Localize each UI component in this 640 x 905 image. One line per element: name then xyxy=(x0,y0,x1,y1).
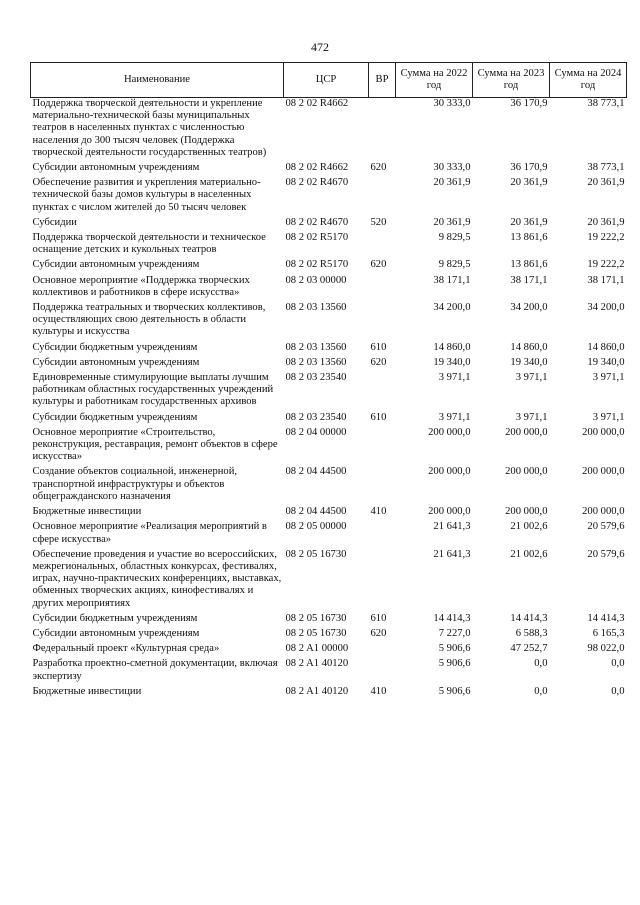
cell-sum-2024: 20 361,9 xyxy=(587,216,625,228)
cell-sum-2023: 13 861,6 xyxy=(510,259,548,271)
cell-csr: 08 2 02 R5170 xyxy=(285,232,349,244)
cell-name: Создание объектов социальной, инженерной, транспортной инфраструктуры и объектов общегражданского назначения xyxy=(32,466,238,502)
cell-sum-2023: 34 200,0 xyxy=(510,302,548,314)
cell-sum-2022: 38 171,1 xyxy=(433,274,471,286)
cell-sum-2024: 14 860,0 xyxy=(587,341,625,353)
cell-sum-2022: 3 971,1 xyxy=(438,411,471,423)
cell-sum-2024: 0,0 xyxy=(611,658,625,670)
cell-sum-2024: 19 222,2 xyxy=(587,232,625,244)
cell-vr: 610 xyxy=(370,411,387,423)
cell-vr xyxy=(369,302,396,342)
cell-sum-2023: 3 971,1 xyxy=(515,372,548,384)
cell-name: Субсидии бюджетным учреждениям xyxy=(32,612,198,624)
cell-csr: 08 2 05 00000 xyxy=(285,521,347,533)
table-row xyxy=(31,549,627,613)
cell-sum-2024: 14 414,3 xyxy=(587,612,625,624)
table-row xyxy=(31,521,627,548)
header-name: Наименование xyxy=(31,63,284,98)
cell-sum-2023: 0,0 xyxy=(534,685,548,697)
cell-sum-2022: 20 361,9 xyxy=(433,177,471,189)
cell-vr: 610 xyxy=(370,612,387,624)
cell-name: Субсидии автономным учреждениям xyxy=(32,356,200,368)
cell-sum-2023: 20 361,9 xyxy=(510,216,548,228)
cell-name: Субсидии автономным учреждениям xyxy=(32,259,200,271)
table-row xyxy=(31,658,627,685)
cell-csr: 08 2 02 R5170 xyxy=(285,259,349,271)
cell-name: Поддержка театральных и творческих коллективов, осуществляющих свою деятельность в области культуры и искусства xyxy=(32,302,266,338)
cell-sum-2023: 6 588,3 xyxy=(515,627,548,639)
cell-vr xyxy=(369,98,396,163)
cell-sum-2023: 36 170,9 xyxy=(510,98,548,109)
cell-sum-2024: 6 165,3 xyxy=(592,627,625,639)
cell-sum-2022: 19 340,0 xyxy=(433,356,471,368)
cell-sum-2022: 9 829,5 xyxy=(438,259,471,271)
cell-sum-2022: 14 414,3 xyxy=(433,612,471,624)
table-body xyxy=(31,98,627,701)
table-row xyxy=(31,628,627,643)
cell-sum-2023: 20 361,9 xyxy=(510,177,548,189)
cell-vr xyxy=(369,427,396,467)
cell-vr xyxy=(369,275,396,302)
cell-csr: 08 2 05 16730 xyxy=(285,612,347,624)
cell-sum-2022: 9 829,5 xyxy=(438,232,471,244)
cell-sum-2024: 200 000,0 xyxy=(582,506,625,518)
cell-sum-2024: 38 171,1 xyxy=(587,274,625,286)
table-row xyxy=(31,613,627,628)
cell-vr xyxy=(369,643,396,658)
cell-sum-2022: 7 227,0 xyxy=(438,627,471,639)
cell-name: Бюджетные инвестиции xyxy=(32,506,142,518)
cell-sum-2023: 200 000,0 xyxy=(505,426,548,438)
cell-name: Обеспечение проведения и участие во всероссийских, межрегиональных, областных конкурсах, фестивалях, играх, научно-практических конференциях, выставках, обменных творческих акциях, кинофестивалях и других мероприятиях xyxy=(32,548,282,609)
cell-vr xyxy=(369,549,396,613)
cell-sum-2024: 38 773,1 xyxy=(587,162,625,174)
cell-sum-2024: 200 000,0 xyxy=(582,426,625,438)
table-row xyxy=(31,643,627,658)
cell-csr: 08 2 04 00000 xyxy=(285,426,347,438)
cell-csr: 08 2 03 13560 xyxy=(285,356,347,368)
cell-csr: 08 2 02 R4662 xyxy=(285,98,349,109)
cell-sum-2023: 21 002,6 xyxy=(510,521,548,533)
cell-name: Субсидии бюджетным учреждениям xyxy=(32,411,198,423)
cell-sum-2023: 36 170,9 xyxy=(510,162,548,174)
cell-sum-2024: 34 200,0 xyxy=(587,302,625,314)
cell-csr: 08 2 03 13560 xyxy=(285,302,347,314)
cell-csr: 08 2 02 R4662 xyxy=(285,162,349,174)
header-vr: ВР xyxy=(369,63,396,98)
cell-name: Субсидии бюджетным учреждениям xyxy=(32,341,198,353)
table-row xyxy=(31,686,627,701)
cell-csr: 08 2 A1 00000 xyxy=(285,643,349,655)
cell-sum-2023: 3 971,1 xyxy=(515,411,548,423)
page-number: 472 xyxy=(311,40,329,54)
cell-sum-2022: 5 906,6 xyxy=(438,658,471,670)
cell-sum-2024: 20 579,6 xyxy=(587,548,625,560)
cell-csr: 08 2 03 23540 xyxy=(285,372,347,384)
cell-sum-2024: 200 000,0 xyxy=(582,466,625,478)
cell-vr: 410 xyxy=(370,685,387,697)
table-row xyxy=(31,275,627,302)
cell-vr: 520 xyxy=(370,216,387,228)
cell-vr xyxy=(369,372,396,412)
cell-sum-2022: 5 906,6 xyxy=(438,643,471,655)
cell-sum-2022: 5 906,6 xyxy=(438,685,471,697)
cell-name: Основное мероприятие «Поддержка творческих коллективов и работников в сфере искусства» xyxy=(32,274,250,298)
cell-csr: 08 2 04 44500 xyxy=(285,466,347,478)
cell-name: Обеспечение развития и укрепления материально-технической базы домов культуры в населенных пунктах с числом жителей до 50 тысяч человек xyxy=(32,177,261,213)
table-row xyxy=(31,372,627,412)
cell-name: Бюджетные инвестиции xyxy=(32,685,142,697)
table-row xyxy=(31,259,627,274)
cell-name: Поддержка творческой деятельности и укрепление материально-технической базы муниципальных театров в населенных пунктах с численностью населения до 300 тысяч человек (Поддержка творческой деятельности государственных театров) xyxy=(32,98,267,158)
header-sum-2024: Сумма на 2024 год xyxy=(550,63,627,98)
cell-vr xyxy=(369,658,396,685)
cell-vr xyxy=(369,232,396,259)
header-sum-2023: Сумма на 2023 год xyxy=(473,63,550,98)
cell-vr: 620 xyxy=(370,356,387,368)
cell-sum-2022: 200 000,0 xyxy=(428,466,471,478)
table-row xyxy=(31,427,627,467)
cell-sum-2022: 200 000,0 xyxy=(428,426,471,438)
cell-name: Субсидии автономным учреждениям xyxy=(32,627,200,639)
cell-name: Поддержка творческой деятельности и техническое оснащение детских и кукольных театров xyxy=(32,232,266,256)
cell-csr: 08 2 04 44500 xyxy=(285,506,347,518)
cell-name: Субсидии xyxy=(32,216,77,228)
table-row xyxy=(31,466,627,506)
cell-sum-2022: 21 641,3 xyxy=(433,548,471,560)
cell-name: Федеральный проект «Культурная среда» xyxy=(32,643,220,655)
cell-vr: 620 xyxy=(370,259,387,271)
cell-sum-2023: 14 860,0 xyxy=(510,341,548,353)
cell-csr: 08 2 02 R4670 xyxy=(285,216,349,228)
cell-sum-2024: 38 773,1 xyxy=(587,98,625,109)
cell-sum-2024: 19 222,2 xyxy=(587,259,625,271)
cell-sum-2023: 38 171,1 xyxy=(510,274,548,286)
cell-sum-2022: 3 971,1 xyxy=(438,372,471,384)
cell-vr: 620 xyxy=(370,162,387,174)
table-row xyxy=(31,357,627,372)
cell-csr: 08 2 A1 40120 xyxy=(285,658,349,670)
cell-sum-2023: 47 252,7 xyxy=(510,643,548,655)
cell-csr: 08 2 03 00000 xyxy=(285,274,347,286)
cell-csr: 08 2 05 16730 xyxy=(285,627,347,639)
cell-sum-2022: 20 361,9 xyxy=(433,216,471,228)
cell-sum-2023: 200 000,0 xyxy=(505,506,548,518)
cell-sum-2022: 34 200,0 xyxy=(433,302,471,314)
cell-sum-2023: 19 340,0 xyxy=(510,356,548,368)
cell-name: Субсидии автономным учреждениям xyxy=(32,162,200,174)
cell-name: Основное мероприятие «Реализация мероприятий в сфере искусства» xyxy=(32,521,267,545)
cell-vr xyxy=(369,177,396,217)
table-row xyxy=(31,342,627,357)
cell-vr: 410 xyxy=(370,506,387,518)
cell-csr: 08 2 03 13560 xyxy=(285,341,347,353)
table-row xyxy=(31,162,627,177)
cell-sum-2023: 200 000,0 xyxy=(505,466,548,478)
table-row xyxy=(31,232,627,259)
cell-vr xyxy=(369,521,396,548)
cell-sum-2023: 13 861,6 xyxy=(510,232,548,244)
table-row xyxy=(31,177,627,217)
budget-table xyxy=(30,62,627,701)
cell-sum-2023: 0,0 xyxy=(534,658,548,670)
cell-sum-2024: 20 361,9 xyxy=(587,177,625,189)
table-row xyxy=(31,217,627,232)
cell-name: Единовременные стимулирующие выплаты лучшим работникам областных государственных учреждений культуры и работникам государственных архивов xyxy=(32,372,274,408)
cell-csr: 08 2 05 16730 xyxy=(285,548,347,560)
cell-csr: 08 2 A1 40120 xyxy=(285,685,349,697)
table-row xyxy=(31,412,627,427)
cell-csr: 08 2 02 R4670 xyxy=(285,177,349,189)
cell-csr: 08 2 03 23540 xyxy=(285,411,347,423)
cell-name: Основное мероприятие «Строительство, реконструкция, реставрация, ремонт объектов в сфере искусства» xyxy=(32,426,278,463)
cell-sum-2024: 0,0 xyxy=(611,685,625,697)
cell-sum-2024: 20 579,6 xyxy=(587,521,625,533)
cell-sum-2022: 30 333,0 xyxy=(433,98,471,109)
cell-sum-2024: 98 022,0 xyxy=(587,643,625,655)
cell-sum-2024: 3 971,1 xyxy=(592,372,625,384)
cell-name: Разработка проектно-сметной документации, включая экспертизу xyxy=(32,658,278,682)
header-csr: ЦСР xyxy=(284,63,369,98)
cell-vr: 610 xyxy=(370,341,387,353)
table-row xyxy=(31,302,627,342)
header-sum-2022: Сумма на 2022 год xyxy=(396,63,473,98)
cell-sum-2022: 14 860,0 xyxy=(433,341,471,353)
cell-sum-2024: 19 340,0 xyxy=(587,356,625,368)
table-header-row xyxy=(31,63,627,98)
cell-sum-2022: 30 333,0 xyxy=(433,162,471,174)
cell-sum-2024: 3 971,1 xyxy=(592,411,625,423)
table-row xyxy=(31,506,627,521)
cell-vr xyxy=(369,466,396,506)
cell-sum-2022: 200 000,0 xyxy=(428,506,471,518)
cell-sum-2022: 21 641,3 xyxy=(433,521,471,533)
cell-sum-2023: 21 002,6 xyxy=(510,548,548,560)
cell-vr: 620 xyxy=(370,627,387,639)
cell-sum-2023: 14 414,3 xyxy=(510,612,548,624)
table-row xyxy=(31,98,627,163)
